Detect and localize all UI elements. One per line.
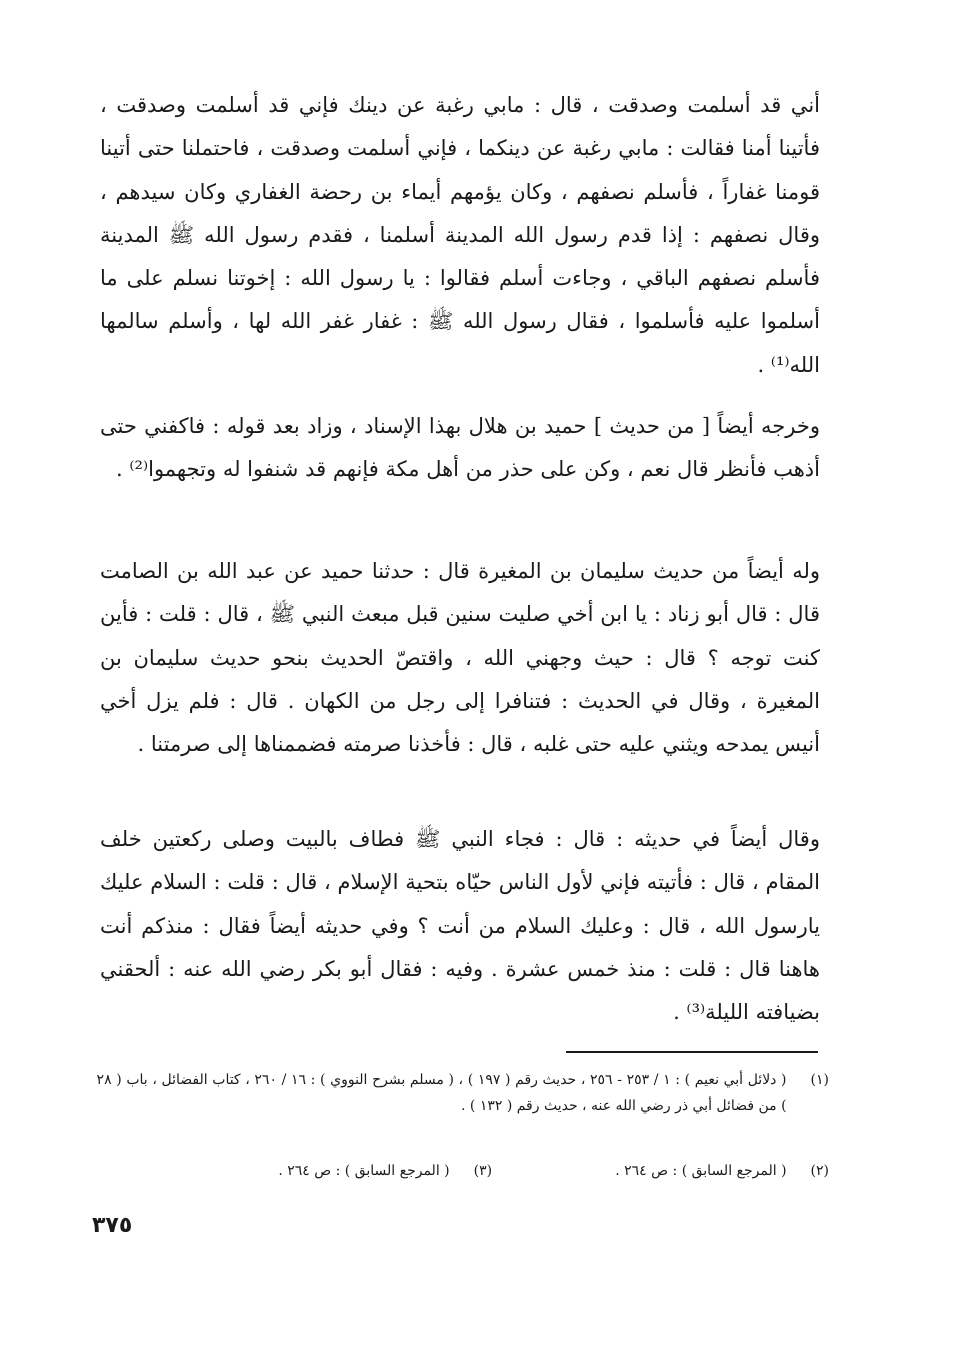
footnote-1-text: ( دلائل أبي نعيم ) : ١ / ٢٥٣ - ٢٥٦ ، حديث رقم ( ١٩٧ ) ، ( مسلم بشرح النووي ) : ١٦ / ٢٦٠ ، كتاب الفضائل ، باب ( ٢٨ ) من فضائل أبي ذر رضي الله عنه ، حديث رقم ( ١٣٢ ) . (96, 1072, 787, 1114)
paragraph-4: وقال أيضاً في حديثه : قال : فجاء النبي ﷺ فطاف بالبيت وصلى ركعتين خلف المقام ، قال : فأتيته فإني لأول الناس حيّاه بتحية الإسلام ، قال : قلت : السلام عليك يارسول الله ، قال : وعليك السلام من أنت ؟ وفي حديثه أيضاً فقال : منذكم أنت هاهنا قال : قلت : منذ خمس عشرة . وفيه : فقال أبو بكر رضي الله عنه : ألحقني بضيافته الليلة⁽³⁾ . (100, 827, 820, 1025)
paragraph-1: أني قد أسلمت وصدقت ، قال : مابي رغبة عن دينك فإني قد أسلمت وصدقت ، فأتينا أمنا فقالت : مابي رغبة عن دينكما ، فإني أسلمت وصدقت ، فاحتملنا حتى أتينا قومنا غفاراً ، فأسلم نصفهم ، وكان يؤمهم أيماء بن رحضة الغفاري وكان سيدهم ، وقال نصفهم : إذا قدم رسول الله المدينة أسلمنا ، فقدم رسول الله ﷺ المدينة فأسلم نصفهم الباقي ، وجاءت أسلم فقالوا : يا رسول الله : إخوتنا نسلم على ما أسلموا عليه فأسلموا ، فقال رسول الله ﷺ : غفار غفر الله لها ، وأسلم سالمها الله⁽¹⁾ . (100, 93, 820, 377)
footnote-1 (96, 1067, 829, 1119)
footnote-separator (566, 1051, 818, 1053)
footnotes-2-3 (96, 1158, 829, 1184)
footnote-2-text: ( المرجع السابق ) : ص ٢٦٤ . (615, 1163, 787, 1179)
page-number: ٣٧٥ (92, 1213, 133, 1238)
footnote-1-number: (١) (810, 1072, 829, 1088)
footnote-2-number: (٢) (810, 1163, 829, 1179)
footnote-3-text: ( المرجع السابق ) : ص ٢٦٤ . (278, 1163, 450, 1179)
paragraph-2: وخرجه أيضاً [ من حديث ] حميد بن هلال بهذا الإسناد ، وزاد بعد قوله : فاكفني حتى أذهب فأنظر قال نعم ، وكن على حذر من أهل مكة فإنهم قد شنفوا له وتجهموا⁽²⁾ . (100, 414, 820, 482)
footnote-3-number: (٣) (473, 1163, 493, 1179)
paragraph-3: وله أيضاً من حديث سليمان بن المغيرة قال : حدثنا حميد عن عبد الله بن الصامت قال : قال أبو زناد : يا ابن أخي صليت سنين قبل مبعث النبي ﷺ ، قال : قلت : فأين كنت توجه ؟ قال : حيث وجهني الله ، واقتصّ الحديث بنحو حديث سليمان بن المغيرة ، وقال في الحديث : فتنافرا إلى رجل من الكهان . قال : فلم يزل أخي أنيس يمدحه ويثني عليه حتى غلبه ، قال : فأخذنا صرمته فضممناها إلى صرمتنا . (100, 559, 820, 757)
